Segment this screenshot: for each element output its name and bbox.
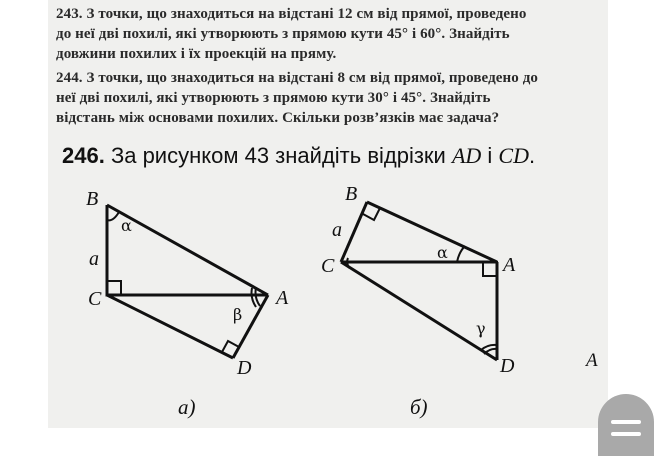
menu-bar [611, 420, 641, 424]
problem-number: 244. [56, 70, 83, 86]
title-text: . [528, 143, 536, 168]
figure-a-label-b: B [86, 188, 99, 210]
problem-number: 246. [62, 143, 105, 168]
figure-a-label-a-side: a [89, 248, 99, 270]
angle-arc-alpha-b [457, 246, 465, 262]
problem-text-line: відстань між основами похилих. Скільки розв’язків має задача? [56, 110, 500, 126]
segment-cd: CD [498, 143, 529, 168]
figure-a-label-c: C [88, 288, 102, 310]
figure-a-beta: β [233, 305, 243, 324]
right-angle-mark-b [363, 208, 380, 220]
hamburger-menu-icon[interactable] [598, 394, 654, 456]
figure-b-label-a: A [503, 254, 516, 276]
figure-b-line-cd [341, 262, 497, 360]
figure-a-line-cd [107, 295, 233, 358]
figure-b-gamma: γ [476, 319, 486, 338]
figure-b [341, 202, 497, 360]
title-text: і [481, 143, 499, 168]
figure-b-line-ba [367, 202, 497, 262]
figure-b-label-b: B [345, 183, 358, 205]
stray-label: A [586, 350, 598, 371]
figure-a-label-a: A [276, 287, 289, 309]
problem-text-line: З точки, що знаходиться на відстані 12 см від прямої, проведено [86, 6, 527, 22]
figure-b-caption: б) [410, 395, 428, 419]
figure-b-line-cb [341, 202, 367, 262]
segment-ad: AD [451, 143, 482, 168]
problem-text-line: довжини похилих і їх проекцій на пряму. [56, 46, 337, 62]
menu-bar [611, 432, 641, 436]
figure-b-alpha: α [437, 243, 448, 262]
title-text: За рисунком 43 знайдіть відрізки [104, 143, 452, 168]
figure-a-alpha: α [121, 216, 132, 235]
angle-arc-alpha [107, 212, 119, 220]
figure-a-label-d: D [237, 357, 252, 379]
figure-b-label-a-side: a [332, 219, 342, 241]
angle-arc-gamma-2 [484, 349, 497, 354]
problem-text-line: З точки, що знаходиться на відстані 8 см від прямої, проведено до [86, 70, 539, 86]
problem-text-line: до неї дві похилі, які утворюють з прямою кути 45° і 60°. Знайдіть [56, 26, 510, 42]
problem-number: 243. [56, 6, 83, 22]
figure-b-label-c: C [321, 255, 335, 277]
figure-b-label-d: D [500, 355, 515, 377]
figure-a-caption: а) [178, 395, 196, 419]
problem-text-line: неї дві похилі, які утворюють з прямою кути 30° і 45°. Знайдіть [56, 90, 491, 106]
right-angle-mark-a [483, 262, 497, 276]
right-angle-mark-c [107, 281, 121, 295]
